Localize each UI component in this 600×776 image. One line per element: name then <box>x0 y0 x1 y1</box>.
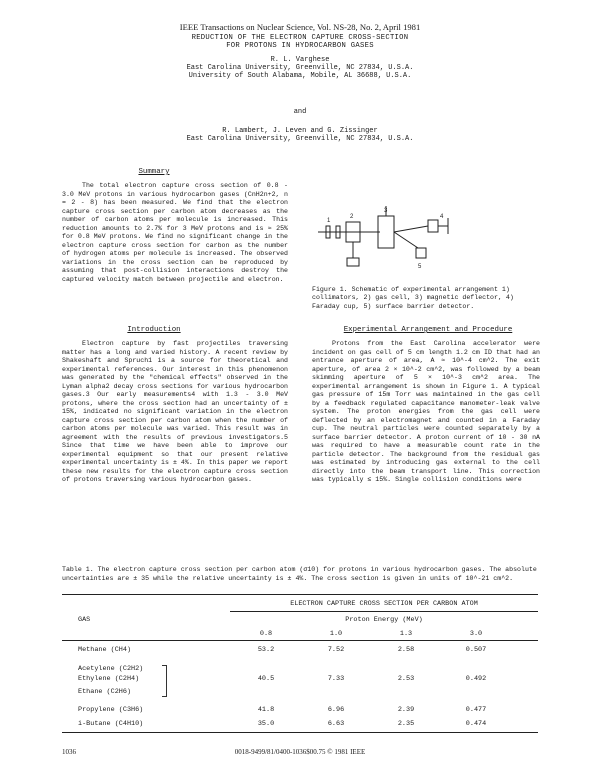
faraday-cup <box>428 220 438 232</box>
row-propylene-val-2: 6.96 <box>327 706 345 714</box>
coauthor-affiliation: East Carolina University, Greenville, NC 27834, U.S.A. <box>186 135 414 143</box>
experimental-text: Protons from the East Carolina accelerator were incident on gas cell of 5 cm length 1.2 cm ID that had an entrance aperture of area, A ≈ 10^-4 cm^2. The exit aperture, of area 2 × 10^-2 cm^2, was followed by a beam skimming aperture of 5 × 10^-3 cm^2 area. The experimental arrangement is shown in Figure 1. A typical gas pressure of 15m Torr was maintained in the gas cell by a feedback regulated capacitance manometer-leak valve system. The proton energies from the gas cell were deflected by an electromagnet and counted in a Faraday cup. The neutral particles were counted separately by a surface barrier detector. A proton current of 10 - 30 nA was required to have a measurable count rate in the particle detector. The background from the residual gas was estimated by introducing gas external to the cell directly into the beam transport line. This correction was typically ≤ 15%. Single collision conditions were <box>312 340 540 483</box>
row-gas-ethane: Ethane (C2H6) <box>78 688 132 696</box>
row-ethylene-val-2: 7.33 <box>327 675 345 683</box>
table-caption: Table 1. The electron capture cross section per carbon atom (σ10) for protons in various hydrocarbon gases. The absolute uncertainties are ± 35 while the relative uncertainty is ± 4%. The cross section is given in units of 10^-21 cm^2. <box>62 566 537 582</box>
row-methane-val-2: 7.52 <box>327 646 345 654</box>
row-butane-val-1: 35.0 <box>257 720 275 728</box>
row-propylene-val-3: 2.39 <box>397 706 415 714</box>
figure-caption: Figure 1. Schematic of experimental arrangement 1) collimators, 2) gas cell, 3) magnetic deflector, 4) Faraday cup, 5) surface barrier detector. <box>312 286 514 310</box>
author-affiliation-1: East Carolina University, Greenville, NC 27834, U.S.A. <box>186 64 414 72</box>
energy-col-1: 0.8 <box>259 630 273 638</box>
row-gas-propylene: Propylene (C3H6) <box>78 706 144 714</box>
row-ethylene-val-3: 2.53 <box>397 675 415 683</box>
row-propylene-val-1: 41.8 <box>257 706 275 714</box>
introduction-heading: Introduction <box>127 326 181 334</box>
gauge <box>347 258 359 266</box>
table-gas-header: GAS <box>78 616 91 624</box>
row-butane-val-2: 6.63 <box>327 720 345 728</box>
summary-heading: Summary <box>138 168 170 176</box>
and-text: and <box>293 108 307 116</box>
surface-barrier-detector <box>416 248 426 258</box>
table-group-rule <box>230 611 538 612</box>
copyright-code: 0018-9499/81/0400-1036$00.75 © 1981 IEEE <box>234 748 366 756</box>
row-ethylene-val-4: 0.492 <box>465 675 487 683</box>
row-gas-methane: Methane (CH4) <box>78 646 132 654</box>
table-bottom-rule <box>62 732 538 733</box>
row-butane-val-3: 2.35 <box>397 720 415 728</box>
magnetic-deflector <box>378 216 394 248</box>
row-gas-ethylene: Ethylene (C2H4) <box>78 675 140 683</box>
journal-header: IEEE Transactions on Nuclear Science, Vol. NS-28, No. 2, April 1981 <box>179 22 421 32</box>
row-propylene-val-4: 0.477 <box>465 706 487 714</box>
author-name: R. L. Varghese <box>270 56 330 64</box>
table-top-rule <box>62 594 538 595</box>
row-butane-val-4: 0.474 <box>465 720 487 728</box>
introduction-text: Electron capture by fast projectiles traversing matter has a long and varied history. A recent review by Shakeshaft and Spruch1 is a source for theoretical and experimental references. Our interest in this phenomenon was generated by the "chemical effects" observed in the Lyman alpha2 decay cross sections for various hydrocarbon gases.3 Our early measurements4 with 1.3 - 3.0 MeV protons, where the cross section had an uncertainty of ± 15%, indicated no significant variation in the electron capture cross section per carbon atom when the number of carbon atoms per molecule was varied. This result was in agreement with the results of previous investigators.5 Since that time we have been able to improve our experimental equipment so that our present relative experimental uncertainty is ± 4%. In this paper we report these new results for the electron capture cross section of protons traversing various hydrocarbon gases. <box>62 340 288 483</box>
energy-col-4: 3.0 <box>469 630 483 638</box>
table-header-rule <box>62 640 538 641</box>
label-4: 4 <box>440 214 444 220</box>
coauthor-names: R. Lambert, J. Leven and G. Zissinger <box>222 127 378 135</box>
label-3: 3 <box>384 208 388 214</box>
label-1: 1 <box>327 218 331 224</box>
summary-text: The total electron capture cross section of 0.8 - 3.0 MeV protons in various hydrocarbon gases (CnH2n+2, n = 2 - 8) has been measured. We find that the electron capture cross section per carbon atom decreases as the number of carbon atoms per molecule is increased. This reduction amounts to 2.7% for 3 MeV protons and is ≈ 25% for 0.8 MeV protons. We find no significant change in the electron capture cross section for carbon as the number of hydrogen atoms per molecule is increased. The observed variations in the cross section can be reproduced by assuming that post-collision interactions destroy the captured velocity match between projectile and electron. <box>62 182 288 283</box>
label-2: 2 <box>350 214 354 220</box>
page-number: 1036 <box>62 748 76 756</box>
energy-col-2: 1.0 <box>329 630 343 638</box>
paper-title-line2: FOR PROTONS IN HYDROCARBON GASES <box>226 42 374 50</box>
energy-col-3: 1.3 <box>399 630 413 638</box>
experimental-heading: Experimental Arrangement and Procedure <box>343 326 513 334</box>
label-5: 5 <box>418 264 422 270</box>
row-methane-val-4: 0.507 <box>465 646 487 654</box>
row-methane-val-3: 2.58 <box>397 646 415 654</box>
table-group-header: ELECTRON CAPTURE CROSS SECTION PER CARBON ATOM <box>290 600 478 608</box>
c2-group-brace <box>162 665 167 697</box>
row-ethylene-val-1: 40.5 <box>257 675 275 683</box>
row-gas-butane: i-Butane (C4H10) <box>78 720 144 728</box>
row-methane-val-1: 53.2 <box>257 646 275 654</box>
table-energy-header: Proton Energy (MeV) <box>345 616 423 624</box>
experimental-schematic-figure <box>318 196 454 278</box>
author-affiliation-2: University of South Alabama, Mobile, AL 36688, U.S.A. <box>188 72 412 80</box>
paper-title-line1: REDUCTION OF THE ELECTRON CAPTURE CROSS-SECTION <box>191 34 409 42</box>
row-gas-acetylene: Acetylene (C2H2) <box>78 665 144 673</box>
